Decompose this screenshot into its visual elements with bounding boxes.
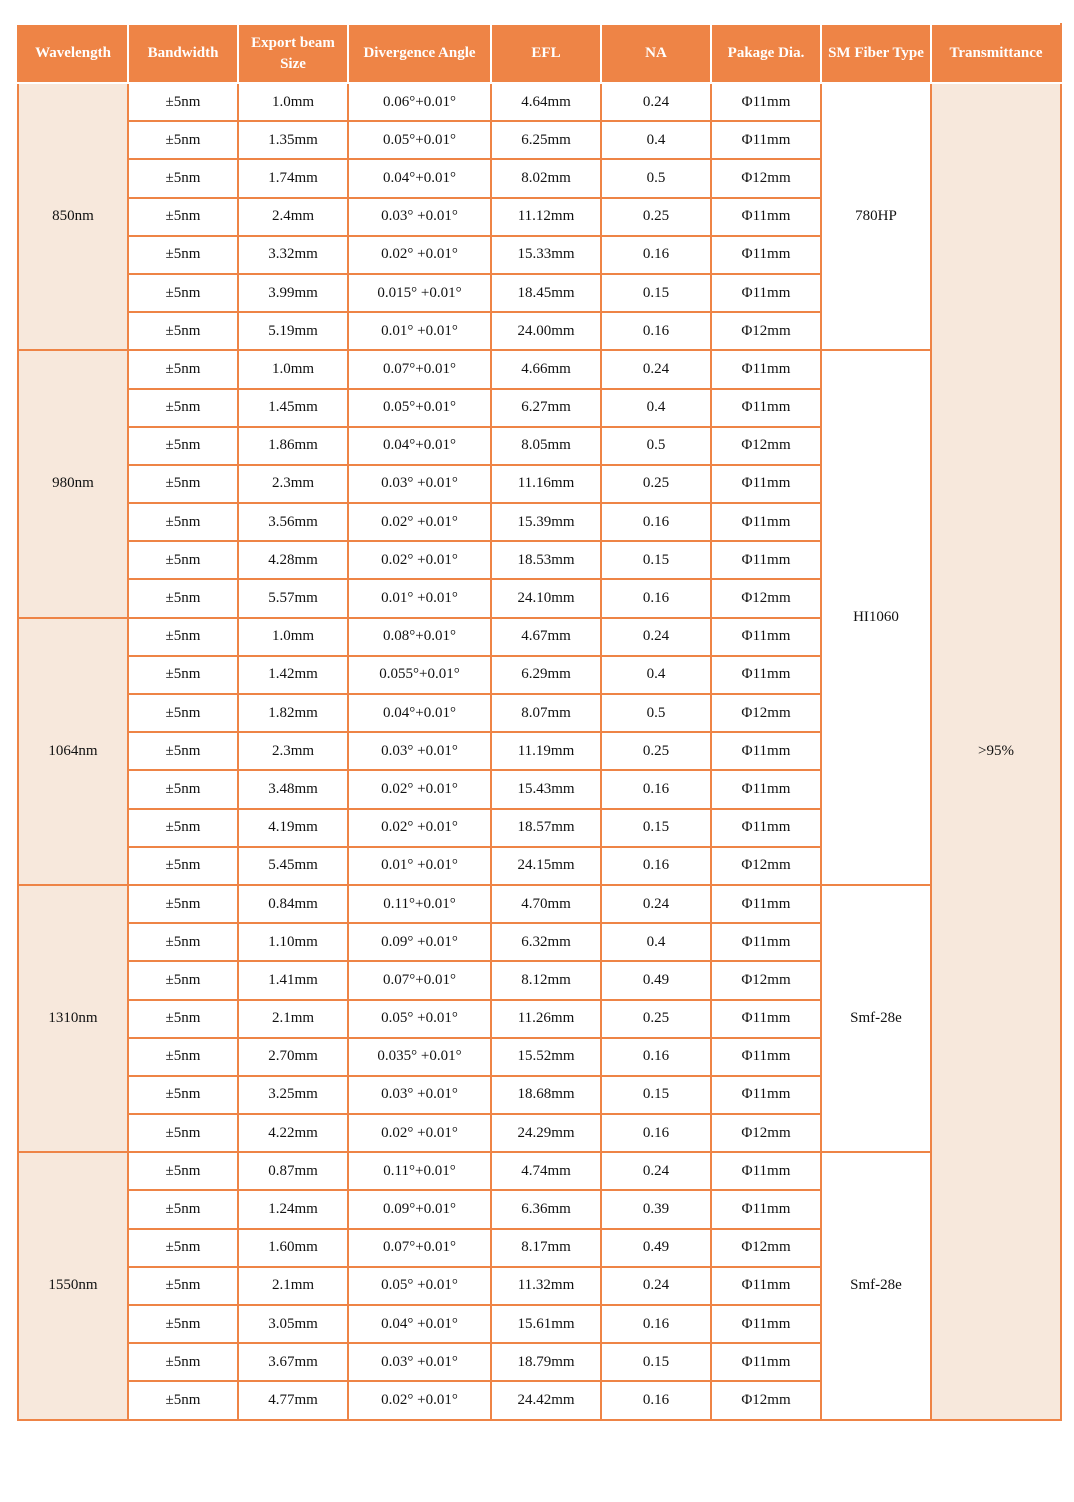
na-cell: 0.16 <box>601 847 711 885</box>
beam-size-cell: 1.35mm <box>238 121 348 159</box>
efl-cell: 11.19mm <box>491 732 601 770</box>
package-dia-cell: Φ11mm <box>711 1190 821 1228</box>
divergence-angle-cell: 0.02° +0.01° <box>348 1114 491 1152</box>
na-cell: 0.16 <box>601 1381 711 1419</box>
beam-size-cell: 0.84mm <box>238 885 348 923</box>
beam-size-cell: 1.41mm <box>238 961 348 999</box>
header-transmittance: Transmittance <box>931 24 1061 83</box>
beam-size-cell: 1.82mm <box>238 694 348 732</box>
efl-cell: 6.36mm <box>491 1190 601 1228</box>
divergence-angle-cell: 0.02° +0.01° <box>348 503 491 541</box>
package-dia-cell: Φ11mm <box>711 541 821 579</box>
divergence-angle-cell: 0.03° +0.01° <box>348 1343 491 1381</box>
package-dia-cell: Φ12mm <box>711 1229 821 1267</box>
divergence-angle-cell: 0.04°+0.01° <box>348 159 491 197</box>
efl-cell: 11.12mm <box>491 198 601 236</box>
bandwidth-cell: ±5nm <box>128 732 238 770</box>
header-efl: EFL <box>491 24 601 83</box>
bandwidth-cell: ±5nm <box>128 159 238 197</box>
package-dia-cell: Φ11mm <box>711 350 821 388</box>
na-cell: 0.16 <box>601 312 711 350</box>
na-cell: 0.16 <box>601 236 711 274</box>
beam-size-cell: 3.48mm <box>238 770 348 808</box>
bandwidth-cell: ±5nm <box>128 847 238 885</box>
efl-cell: 6.32mm <box>491 923 601 961</box>
divergence-angle-cell: 0.05° +0.01° <box>348 1000 491 1038</box>
beam-size-cell: 1.42mm <box>238 656 348 694</box>
efl-cell: 18.45mm <box>491 274 601 312</box>
package-dia-cell: Φ11mm <box>711 1038 821 1076</box>
beam-size-cell: 3.32mm <box>238 236 348 274</box>
package-dia-cell: Φ11mm <box>711 1076 821 1114</box>
efl-cell: 6.25mm <box>491 121 601 159</box>
header-divergence-angle: Divergence Angle <box>348 24 491 83</box>
package-dia-cell: Φ11mm <box>711 1152 821 1190</box>
efl-cell: 24.10mm <box>491 579 601 617</box>
na-cell: 0.5 <box>601 427 711 465</box>
efl-cell: 11.16mm <box>491 465 601 503</box>
bandwidth-cell: ±5nm <box>128 427 238 465</box>
na-cell: 0.15 <box>601 1076 711 1114</box>
bandwidth-cell: ±5nm <box>128 274 238 312</box>
na-cell: 0.24 <box>601 350 711 388</box>
efl-cell: 8.02mm <box>491 159 601 197</box>
na-cell: 0.49 <box>601 961 711 999</box>
table-row <box>18 885 1061 923</box>
header-beam-size: Export beam Size <box>238 24 348 83</box>
na-cell: 0.25 <box>601 732 711 770</box>
efl-cell: 18.53mm <box>491 541 601 579</box>
package-dia-cell: Φ11mm <box>711 389 821 427</box>
divergence-angle-cell: 0.01° +0.01° <box>348 847 491 885</box>
package-dia-cell: Φ11mm <box>711 1000 821 1038</box>
package-dia-cell: Φ12mm <box>711 847 821 885</box>
transmittance-cell: >95% <box>931 83 1061 1420</box>
bandwidth-cell: ±5nm <box>128 923 238 961</box>
na-cell: 0.4 <box>601 656 711 694</box>
package-dia-cell: Φ12mm <box>711 961 821 999</box>
bandwidth-cell: ±5nm <box>128 1305 238 1343</box>
efl-cell: 15.61mm <box>491 1305 601 1343</box>
divergence-angle-cell: 0.07°+0.01° <box>348 350 491 388</box>
efl-cell: 4.67mm <box>491 618 601 656</box>
beam-size-cell: 1.24mm <box>238 1190 348 1228</box>
fiber-type-cell: Smf-28e <box>821 885 931 1152</box>
table-row <box>18 350 1061 388</box>
beam-size-cell: 2.1mm <box>238 1000 348 1038</box>
beam-size-cell: 2.3mm <box>238 732 348 770</box>
na-cell: 0.24 <box>601 885 711 923</box>
bandwidth-cell: ±5nm <box>128 885 238 923</box>
fiber-type-cell: HI1060 <box>821 350 931 885</box>
table-row <box>18 83 1061 121</box>
wavelength-cell: 1064nm <box>18 618 128 885</box>
bandwidth-cell: ±5nm <box>128 809 238 847</box>
na-cell: 0.24 <box>601 83 711 121</box>
table-body <box>18 83 1061 1420</box>
bandwidth-cell: ±5nm <box>128 1229 238 1267</box>
package-dia-cell: Φ12mm <box>711 1381 821 1419</box>
package-dia-cell: Φ11mm <box>711 465 821 503</box>
package-dia-cell: Φ11mm <box>711 83 821 121</box>
na-cell: 0.16 <box>601 579 711 617</box>
na-cell: 0.16 <box>601 1038 711 1076</box>
bandwidth-cell: ±5nm <box>128 618 238 656</box>
header-bandwidth: Bandwidth <box>128 24 238 83</box>
divergence-angle-cell: 0.02° +0.01° <box>348 236 491 274</box>
beam-size-cell: 1.0mm <box>238 350 348 388</box>
efl-cell: 18.57mm <box>491 809 601 847</box>
package-dia-cell: Φ12mm <box>711 159 821 197</box>
beam-size-cell: 4.28mm <box>238 541 348 579</box>
divergence-angle-cell: 0.09° +0.01° <box>348 923 491 961</box>
package-dia-cell: Φ11mm <box>711 770 821 808</box>
bandwidth-cell: ±5nm <box>128 1152 238 1190</box>
beam-size-cell: 1.0mm <box>238 618 348 656</box>
beam-size-cell: 3.25mm <box>238 1076 348 1114</box>
na-cell: 0.49 <box>601 1229 711 1267</box>
bandwidth-cell: ±5nm <box>128 121 238 159</box>
efl-cell: 8.07mm <box>491 694 601 732</box>
bandwidth-cell: ±5nm <box>128 1343 238 1381</box>
bandwidth-cell: ±5nm <box>128 350 238 388</box>
header-row <box>18 24 1061 83</box>
bandwidth-cell: ±5nm <box>128 465 238 503</box>
package-dia-cell: Φ11mm <box>711 1267 821 1305</box>
na-cell: 0.24 <box>601 618 711 656</box>
beam-size-cell: 2.1mm <box>238 1267 348 1305</box>
divergence-angle-cell: 0.01° +0.01° <box>348 312 491 350</box>
package-dia-cell: Φ11mm <box>711 198 821 236</box>
bandwidth-cell: ±5nm <box>128 198 238 236</box>
divergence-angle-cell: 0.04° +0.01° <box>348 1305 491 1343</box>
header-na: NA <box>601 24 711 83</box>
package-dia-cell: Φ11mm <box>711 1343 821 1381</box>
package-dia-cell: Φ11mm <box>711 236 821 274</box>
na-cell: 0.4 <box>601 121 711 159</box>
efl-cell: 4.66mm <box>491 350 601 388</box>
na-cell: 0.16 <box>601 770 711 808</box>
bandwidth-cell: ±5nm <box>128 961 238 999</box>
divergence-angle-cell: 0.03° +0.01° <box>348 198 491 236</box>
divergence-angle-cell: 0.03° +0.01° <box>348 732 491 770</box>
divergence-angle-cell: 0.04°+0.01° <box>348 694 491 732</box>
bandwidth-cell: ±5nm <box>128 1114 238 1152</box>
beam-size-cell: 4.22mm <box>238 1114 348 1152</box>
divergence-angle-cell: 0.05°+0.01° <box>348 389 491 427</box>
divergence-angle-cell: 0.08°+0.01° <box>348 618 491 656</box>
na-cell: 0.25 <box>601 198 711 236</box>
beam-size-cell: 1.10mm <box>238 923 348 961</box>
bandwidth-cell: ±5nm <box>128 312 238 350</box>
na-cell: 0.5 <box>601 159 711 197</box>
na-cell: 0.15 <box>601 809 711 847</box>
efl-cell: 24.15mm <box>491 847 601 885</box>
divergence-angle-cell: 0.07°+0.01° <box>348 961 491 999</box>
wavelength-cell: 1310nm <box>18 885 128 1152</box>
divergence-angle-cell: 0.11°+0.01° <box>348 885 491 923</box>
fiber-type-cell: Smf-28e <box>821 1152 931 1419</box>
na-cell: 0.15 <box>601 274 711 312</box>
package-dia-cell: Φ12mm <box>711 312 821 350</box>
divergence-angle-cell: 0.03° +0.01° <box>348 465 491 503</box>
na-cell: 0.39 <box>601 1190 711 1228</box>
divergence-angle-cell: 0.055°+0.01° <box>348 656 491 694</box>
efl-cell: 4.74mm <box>491 1152 601 1190</box>
efl-cell: 11.26mm <box>491 1000 601 1038</box>
na-cell: 0.24 <box>601 1152 711 1190</box>
bandwidth-cell: ±5nm <box>128 1076 238 1114</box>
na-cell: 0.16 <box>601 1305 711 1343</box>
na-cell: 0.25 <box>601 1000 711 1038</box>
divergence-angle-cell: 0.07°+0.01° <box>348 1229 491 1267</box>
beam-size-cell: 0.87mm <box>238 1152 348 1190</box>
package-dia-cell: Φ11mm <box>711 809 821 847</box>
na-cell: 0.15 <box>601 1343 711 1381</box>
beam-size-cell: 5.45mm <box>238 847 348 885</box>
bandwidth-cell: ±5nm <box>128 770 238 808</box>
efl-cell: 15.52mm <box>491 1038 601 1076</box>
package-dia-cell: Φ11mm <box>711 923 821 961</box>
na-cell: 0.5 <box>601 694 711 732</box>
beam-size-cell: 5.57mm <box>238 579 348 617</box>
na-cell: 0.16 <box>601 503 711 541</box>
bandwidth-cell: ±5nm <box>128 1190 238 1228</box>
efl-cell: 24.29mm <box>491 1114 601 1152</box>
divergence-angle-cell: 0.05°+0.01° <box>348 121 491 159</box>
package-dia-cell: Φ11mm <box>711 274 821 312</box>
efl-cell: 6.27mm <box>491 389 601 427</box>
efl-cell: 4.70mm <box>491 885 601 923</box>
beam-size-cell: 3.99mm <box>238 274 348 312</box>
efl-cell: 8.05mm <box>491 427 601 465</box>
bandwidth-cell: ±5nm <box>128 1038 238 1076</box>
header-fiber-type: SM Fiber Type <box>821 24 931 83</box>
efl-cell: 15.43mm <box>491 770 601 808</box>
na-cell: 0.4 <box>601 923 711 961</box>
efl-cell: 24.00mm <box>491 312 601 350</box>
divergence-angle-cell: 0.09°+0.01° <box>348 1190 491 1228</box>
bandwidth-cell: ±5nm <box>128 236 238 274</box>
efl-cell: 15.39mm <box>491 503 601 541</box>
beam-size-cell: 5.19mm <box>238 312 348 350</box>
na-cell: 0.24 <box>601 1267 711 1305</box>
divergence-angle-cell: 0.02° +0.01° <box>348 770 491 808</box>
divergence-angle-cell: 0.04°+0.01° <box>348 427 491 465</box>
divergence-angle-cell: 0.02° +0.01° <box>348 541 491 579</box>
bandwidth-cell: ±5nm <box>128 1267 238 1305</box>
beam-size-cell: 3.05mm <box>238 1305 348 1343</box>
efl-cell: 18.68mm <box>491 1076 601 1114</box>
efl-cell: 8.12mm <box>491 961 601 999</box>
na-cell: 0.4 <box>601 389 711 427</box>
bandwidth-cell: ±5nm <box>128 541 238 579</box>
bandwidth-cell: ±5nm <box>128 694 238 732</box>
wavelength-cell: 850nm <box>18 83 128 350</box>
beam-size-cell: 3.67mm <box>238 1343 348 1381</box>
beam-size-cell: 1.74mm <box>238 159 348 197</box>
efl-cell: 11.32mm <box>491 1267 601 1305</box>
fiber-type-cell: 780HP <box>821 83 931 350</box>
divergence-angle-cell: 0.015° +0.01° <box>348 274 491 312</box>
beam-size-cell: 3.56mm <box>238 503 348 541</box>
wavelength-cell: 1550nm <box>18 1152 128 1419</box>
beam-size-cell: 2.3mm <box>238 465 348 503</box>
na-cell: 0.16 <box>601 1114 711 1152</box>
efl-cell: 6.29mm <box>491 656 601 694</box>
divergence-angle-cell: 0.06°+0.01° <box>348 83 491 121</box>
beam-size-cell: 4.19mm <box>238 809 348 847</box>
package-dia-cell: Φ11mm <box>711 1305 821 1343</box>
beam-size-cell: 2.4mm <box>238 198 348 236</box>
efl-cell: 24.42mm <box>491 1381 601 1419</box>
bandwidth-cell: ±5nm <box>128 1381 238 1419</box>
package-dia-cell: Φ11mm <box>711 121 821 159</box>
header-package-dia: Pakage Dia. <box>711 24 821 83</box>
na-cell: 0.25 <box>601 465 711 503</box>
divergence-angle-cell: 0.035° +0.01° <box>348 1038 491 1076</box>
divergence-angle-cell: 0.02° +0.01° <box>348 1381 491 1419</box>
divergence-angle-cell: 0.11°+0.01° <box>348 1152 491 1190</box>
bandwidth-cell: ±5nm <box>128 503 238 541</box>
efl-cell: 4.64mm <box>491 83 601 121</box>
bandwidth-cell: ±5nm <box>128 579 238 617</box>
divergence-angle-cell: 0.05° +0.01° <box>348 1267 491 1305</box>
spec-table <box>17 23 1062 1421</box>
divergence-angle-cell: 0.02° +0.01° <box>348 809 491 847</box>
wavelength-cell: 980nm <box>18 350 128 617</box>
beam-size-cell: 4.77mm <box>238 1381 348 1419</box>
na-cell: 0.15 <box>601 541 711 579</box>
package-dia-cell: Φ11mm <box>711 885 821 923</box>
table-row <box>18 1152 1061 1190</box>
efl-cell: 8.17mm <box>491 1229 601 1267</box>
package-dia-cell: Φ11mm <box>711 732 821 770</box>
beam-size-cell: 1.60mm <box>238 1229 348 1267</box>
beam-size-cell: 2.70mm <box>238 1038 348 1076</box>
beam-size-cell: 1.86mm <box>238 427 348 465</box>
package-dia-cell: Φ11mm <box>711 618 821 656</box>
beam-size-cell: 1.45mm <box>238 389 348 427</box>
package-dia-cell: Φ11mm <box>711 503 821 541</box>
bandwidth-cell: ±5nm <box>128 389 238 427</box>
efl-cell: 15.33mm <box>491 236 601 274</box>
package-dia-cell: Φ12mm <box>711 579 821 617</box>
divergence-angle-cell: 0.01° +0.01° <box>348 579 491 617</box>
package-dia-cell: Φ12mm <box>711 427 821 465</box>
package-dia-cell: Φ11mm <box>711 656 821 694</box>
bandwidth-cell: ±5nm <box>128 83 238 121</box>
bandwidth-cell: ±5nm <box>128 1000 238 1038</box>
package-dia-cell: Φ12mm <box>711 1114 821 1152</box>
bandwidth-cell: ±5nm <box>128 656 238 694</box>
efl-cell: 18.79mm <box>491 1343 601 1381</box>
header-wavelength: Wavelength <box>18 24 128 83</box>
package-dia-cell: Φ12mm <box>711 694 821 732</box>
beam-size-cell: 1.0mm <box>238 83 348 121</box>
divergence-angle-cell: 0.03° +0.01° <box>348 1076 491 1114</box>
